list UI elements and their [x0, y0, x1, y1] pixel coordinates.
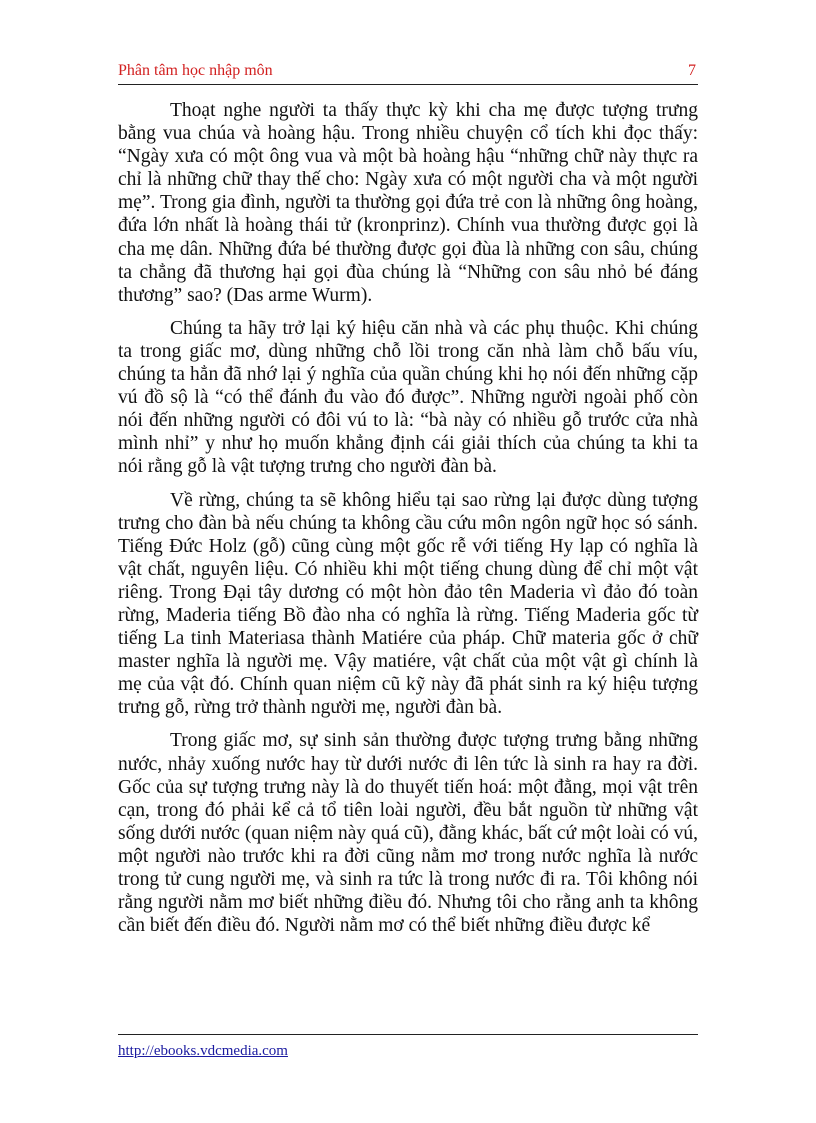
paragraph: Chúng ta hãy trở lại ký hiệu căn nhà và các phụ thuộc. Khi chúng ta trong giấc mơ, dùng những chỗ lồi trong căn nhà làm chỗ bấu víu, chúng ta hẳn đã nhớ lại ý nghĩa của quần chúng khi họ nói đến những cặp vú đồ sộ là “có thể đánh đu vào đó được”. Những người ngoài phố còn nói đến những người có đôi vú to là: “bà này có nhiều gỗ trước cửa nhà mình nhỉ” y như họ muốn khẳng định cái giải thích của chúng ta khi ta nói rằng gỗ là vật tượng trưng cho người đàn bà. — [118, 317, 698, 478]
footer-url-link[interactable]: http://ebooks.vdcmedia.com — [118, 1043, 288, 1059]
footer-divider — [118, 1034, 698, 1035]
page-header — [118, 62, 698, 85]
paragraph: Về rừng, chúng ta sẽ không hiểu tại sao rừng lại được dùng tượng trưng cho đàn bà nếu chúng ta không cầu cứu môn ngôn ngữ học só sánh. Tiếng Đức Holz (gỗ) cũng cùng một gốc rễ với tiếng Hy lạp có nghĩa là vật chất, nguyên liệu. Có nhiều khi một tiếng chung dùng để chỉ một vật riêng. Trong Đại tây dương có một hòn đảo tên Maderia vì đảo đó toàn rừng, Maderia tiếng Bồ đào nha có nghĩa là rừng. Tiếng Maderia gốc từ tiếng La tinh Materiasa thành Matiére của pháp. Chữ materia gốc ở chữ master nghĩa là người mẹ. Vậy matiére, vật chất của một vật gì chính là mẹ của vật đó. Chính quan niệm cũ kỹ này đã phát sinh ra ký hiệu tượng trưng gỗ, rừng trở thành người mẹ, người đàn bà. — [118, 489, 698, 719]
paragraph: Thoạt nghe người ta thấy thực kỳ khi cha mẹ được tượng trưng bằng vua chúa và hoàng hậu. Trong nhiều chuyện cổ tích khi đọc thấy: “Ngày xưa có một ông vua và một bà hoàng hậu “những chữ này thực ra chỉ là những chữ thay thế cho: Ngày xưa có một người cha và một người mẹ”. Trong gia đình, người ta thường gọi đứa trẻ con là những ông hoàng, đứa lớn nhất là hoàng thái tử (kronprinz). Chính vua thường được gọi là cha mẹ dân. Những đứa bé thường được gọi đùa là những con sâu, chúng ta chẳng đã thương hại gọi đùa chúng là “Những con sâu nhỏ bé đáng thương” sao? (Das arme Wurm). — [118, 100, 698, 306]
paragraph: Trong giấc mơ, sự sinh sản thường được tượng trưng bằng những nước, nhảy xuống nước hay từ dưới nước đi lên tức là sinh ra hay ra đời. Gốc của sự tượng trưng này là do thuyết tiến hoá: một đằng, mọi vật trên cạn, trong đó phải kể cả tổ tiên loài người, đều bắt nguồn từ những vật sống dưới nước (quan niệm này quá cũ), đằng khác, bất cứ một loài có vú, một người nào trước khi ra đời cũng nằm mơ trong nước nghĩa là nước trong tử cung người mẹ, và sinh ra tức là trong nước đi ra. Tôi không nói rằng người nằm mơ biết những điều đó. Nhưng tôi cho rằng anh ta không cần biết đến điều đó. Người nằm mơ có thể biết những điều được kể — [118, 730, 698, 937]
page-number: 7 — [688, 62, 696, 79]
book-title: Phân tâm học nhập môn — [118, 62, 273, 79]
page-body — [118, 99, 698, 947]
